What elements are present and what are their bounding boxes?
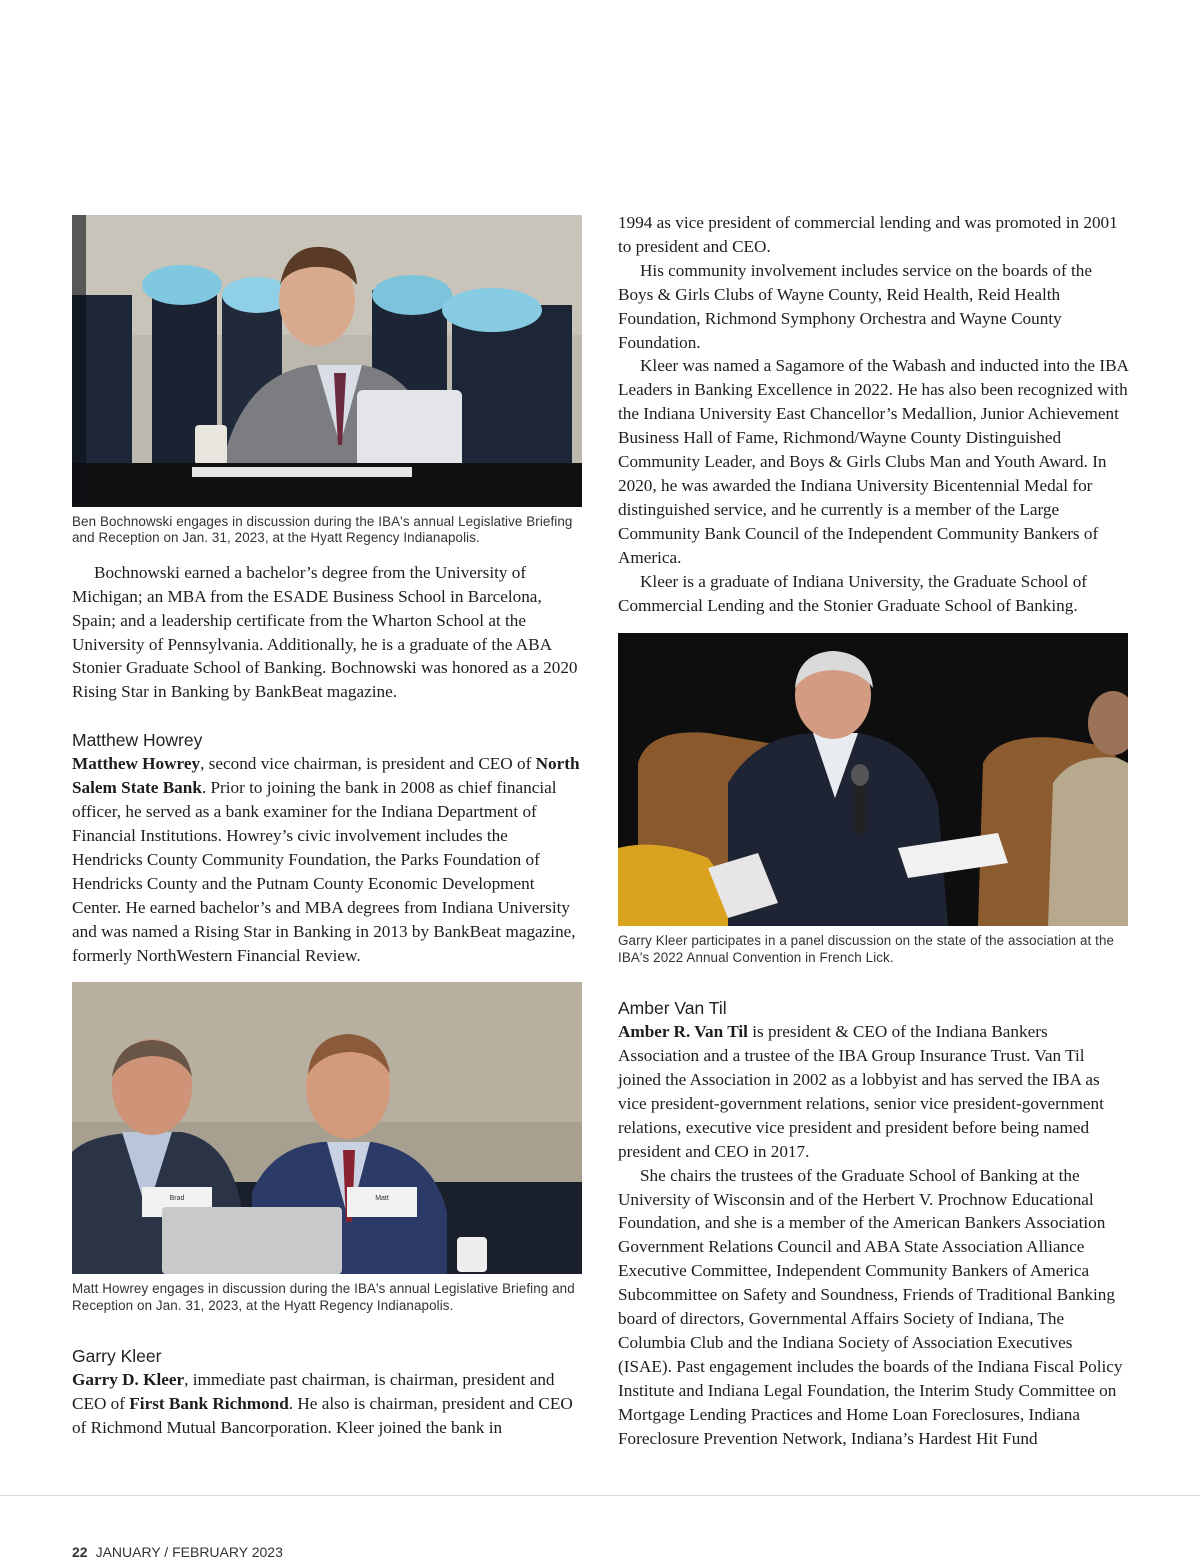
body-paragraph: Kleer was named a Sagamore of the Wabash and inducted into the IBA Leaders in Banking Excellence in 2022. He has also been recognized with the Indiana University East Chancellor’s Medallion, Junior Achievement Business Hall of Fame, Richmond/Wayne County Distinguished Community Leader, and Boys & Girls Clubs Man and Youth Award. In 2020, he was awarded the Indiana University Bicentennial Medal for distinguished service, and he currently is a member of the Large Community Bank Council of the Independent Community Bankers of America.	[618, 356, 1128, 567]
badge-name-left: Brad	[169, 1195, 185, 1203]
photo-matt-howrey	[72, 982, 582, 1274]
body-paragraph	[618, 1020, 1128, 1163]
body-paragraph: Bochnowski earned a bachelor’s degree from the University of Michigan; an MBA from the ESADE Business School in Barcelona, Spain; and a leadership certificate from the Wharton School at the University of Pennsylvania. Additionally, he is a graduate of the ABA Stonier Graduate School of Banking. Bochnowski was honored as a 2020 Rising Star in Banking by BankBeat magazine.	[72, 562, 578, 702]
text-run: is president & CEO of the Indiana Bankers Association and a trustee of the IBA Group Insurance Trust. Van Til joined the Association in 2002 as a lobbyist and has served the IBA as vice president-government relations, senior vice president-government relations, executive vice president and president before being named president and CEO in 2017.	[618, 1022, 1104, 1161]
section-heading: Matthew Howrey	[72, 730, 203, 751]
person-name: Matthew Howrey	[72, 754, 201, 774]
person-name: Garry D. Kleer	[72, 1370, 185, 1390]
issue-date: JANUARY / FEBRUARY 2023	[95, 1544, 283, 1560]
text-run: . He also is chairman, president and CEO of Richmond Mutual Bancorporation. Kleer joined the bank in	[72, 1394, 573, 1438]
body-paragraph	[72, 1368, 582, 1440]
page-number: 22	[72, 1544, 88, 1560]
badge-name-right: Matt	[375, 1195, 389, 1203]
body-paragraph	[72, 752, 582, 967]
photo-caption: Matt Howrey engages in discussion during the IBA's annual Legislative Briefing and Reception on Jan. 31, 2023, at the Hyatt Regency Indianapolis.	[72, 1281, 575, 1313]
text-run: . Prior to joining the bank in 2008 as chief financial officer, he served as a bank examiner for the Indiana Department of Financial Institutions. Howrey’s civic involvement includes the Hendricks County Community Foundation, the Parks Foundation of Hendricks County and the Putnam County Economic Development Center. He earned bachelor’s and MBA degrees from Indiana University and was named a Rising Star in Banking in 2013 by BankBeat magazine, formerly NorthWestern Financial Review.	[72, 778, 576, 965]
page-footer	[72, 1543, 283, 1561]
person-name: Amber R. Van Til	[618, 1022, 748, 1042]
body-paragraph: His community involvement includes service on the boards of the Boys & Girls Clubs of Wayne County, Reid Health, Reid Health Foundation, Richmond Symphony Orchestra and Wayne County Foundation.	[618, 260, 1093, 352]
bank-name: North Salem State Bank	[72, 754, 580, 798]
bank-name: First Bank Richmond	[129, 1394, 289, 1414]
photo-caption: Garry Kleer participates in a panel discussion on the state of the association at the IBA's 2022 Annual Convention in French Lick.	[618, 933, 1115, 965]
body-paragraph: 1994 as vice president of commercial lending and was promoted in 2001 to president and CEO.	[618, 213, 1118, 256]
left-column	[72, 215, 582, 1440]
right-column	[618, 211, 1128, 1451]
photo-caption: Ben Bochnowski engages in discussion during the IBA's annual Legislative Briefing and Reception on Jan. 31, 2023, at the Hyatt Regency Indianapolis.	[72, 514, 573, 546]
section-heading: Amber Van Til	[618, 998, 727, 1019]
photo-garry-kleer	[618, 633, 1128, 926]
footer-divider	[0, 1495, 1200, 1496]
section-heading: Garry Kleer	[72, 1346, 162, 1367]
body-paragraph: She chairs the trustees of the Graduate School of Banking at the University of Wisconsin and of the Herbert V. Prochnow Educational Foundation, and she is a member of the American Bankers Association Government Relations Council and ABA State Association Alliance Executive Committee, Independent Community Bankers of America Subcommittee on Safety and Soundness, Friends of Traditional Banking board of directors, Governmental Affairs Society of Indiana, The Columbia Club and the Indiana Society of Association Executives (ISAE). Past engagement includes the boards of the Indiana Fiscal Policy Institute and Indiana Legal Foundation, the Interim Study Committee on Mortgage Lending Practices and Home Loan Foreclosures, Indiana Foreclosure Prevention Network, Indiana’s Hardest Hit Fund	[618, 1165, 1123, 1448]
body-paragraph: Kleer is a graduate of Indiana University, the Graduate School of Commercial Lending and the Stonier Graduate School of Banking.	[618, 571, 1088, 615]
photo-ben-bochnowski	[72, 215, 582, 507]
text-run: , second vice chairman, is president and CEO of	[200, 754, 536, 774]
text-run: , immediate past chairman, is chairman, president and CEO of	[72, 1370, 555, 1414]
